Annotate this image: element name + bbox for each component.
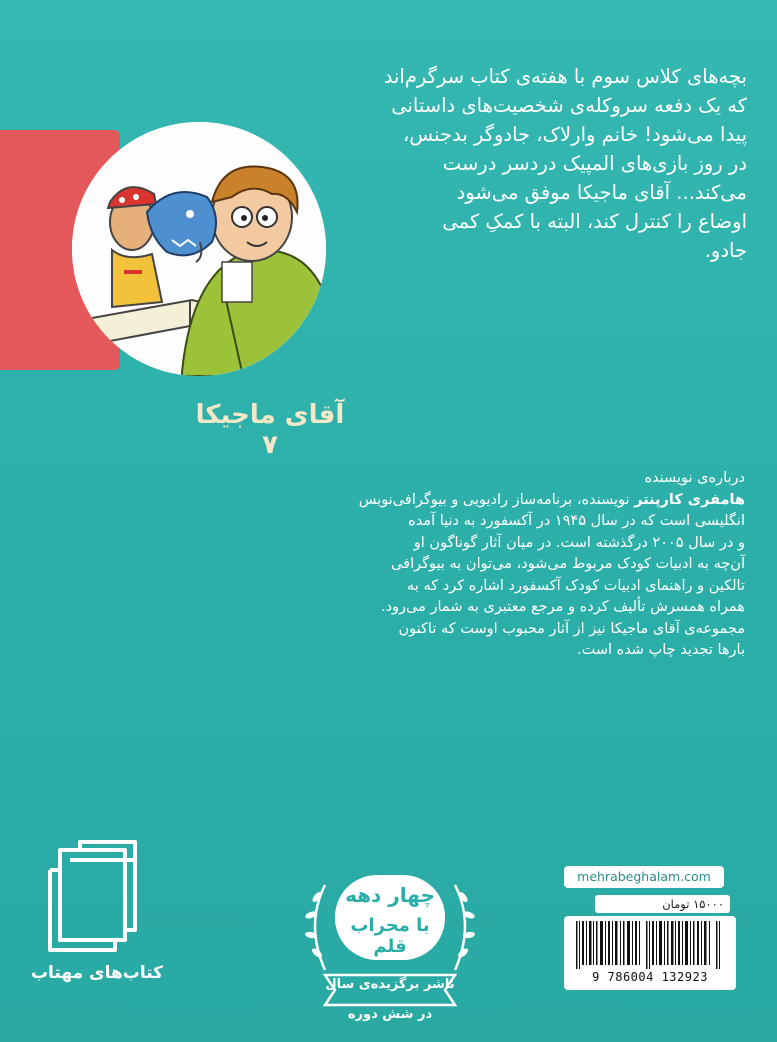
about-line: تالکین و راهنمای ادبیات کودک آکسفورد اشاره کرد که به (407, 577, 745, 594)
about-line: همراه همسرش تألیف کرده و مرجع معتبری به شمار می‌رود. (380, 599, 745, 615)
about-author (265, 468, 745, 662)
blurb-line: که یک دفعه سروکله‌ی شخصیت‌های داستانی (391, 94, 747, 117)
about-line: مجموعه‌ی آقای ماجیکا نیز از آثار محبوب اوست که تاکنون (398, 620, 745, 637)
badge-line-1: چهار دهه (345, 883, 435, 907)
barcode-icon (574, 921, 724, 969)
badge-bottom-1: ناشر برگزیده‌ی سال (325, 977, 455, 992)
about-line: بارها تجدید چاپ شده است. (576, 642, 745, 658)
badge-line-2: با محراب قلم (350, 915, 430, 957)
book-blurb (307, 62, 747, 265)
price-label: ۱۵۰۰۰ تومان (595, 895, 730, 913)
cover-illustration (72, 122, 326, 376)
blurb-line: اوضاع را کنترل کند، البته با کمکِ کمی (442, 210, 747, 233)
about-line-rest: نویسنده، برنامه‌ساز رادیویی و بیوگرافی‌نویس (358, 491, 635, 508)
publisher-name: کتاب‌های مهتاب (30, 963, 164, 983)
publisher-website[interactable]: mehrabeghalam.com (564, 866, 724, 888)
blurb-line: پیدا می‌شود! خانم وارلاک، جادوگر بدجنس، (403, 123, 747, 146)
barcode-box (564, 916, 736, 990)
isbn-number: 9 786004 132923 (592, 970, 708, 984)
about-line: و در سال ۲۰۰۵ درگذشته است. در میان آثار گوناگون او (413, 534, 745, 551)
author-name: هامفری کارپنتر (634, 491, 745, 508)
about-author-heading: درباره‌ی نویسنده (644, 470, 745, 486)
badge-bottom-2: در شش دوره (347, 1007, 433, 1022)
book-pages-logo-icon (30, 830, 160, 960)
blurb-line: می‌کند... آقای ماجیکا موفق می‌شود (456, 181, 747, 204)
about-line: انگلیسی است که در سال ۱۹۴۵ در آکسفورد به دنیا آمده (408, 513, 745, 529)
series-title: آقای ماجیکا ۷ (195, 400, 345, 460)
about-line: آن‌چه به ادبیات کودک مربوط می‌شود، می‌توان به بیوگرافی (391, 556, 745, 572)
blurb-line: در روز بازی‌های المپیک دردسر درست (442, 152, 747, 175)
blurb-line: جادو. (704, 239, 747, 262)
about-line (265, 490, 745, 512)
blurb-line: بچه‌های کلاس سوم با هفته‌ی کتاب سرگرم‌اند (383, 65, 747, 88)
illustration-magician-and-pirate-icon (72, 122, 326, 376)
publisher-badge (295, 855, 485, 1035)
